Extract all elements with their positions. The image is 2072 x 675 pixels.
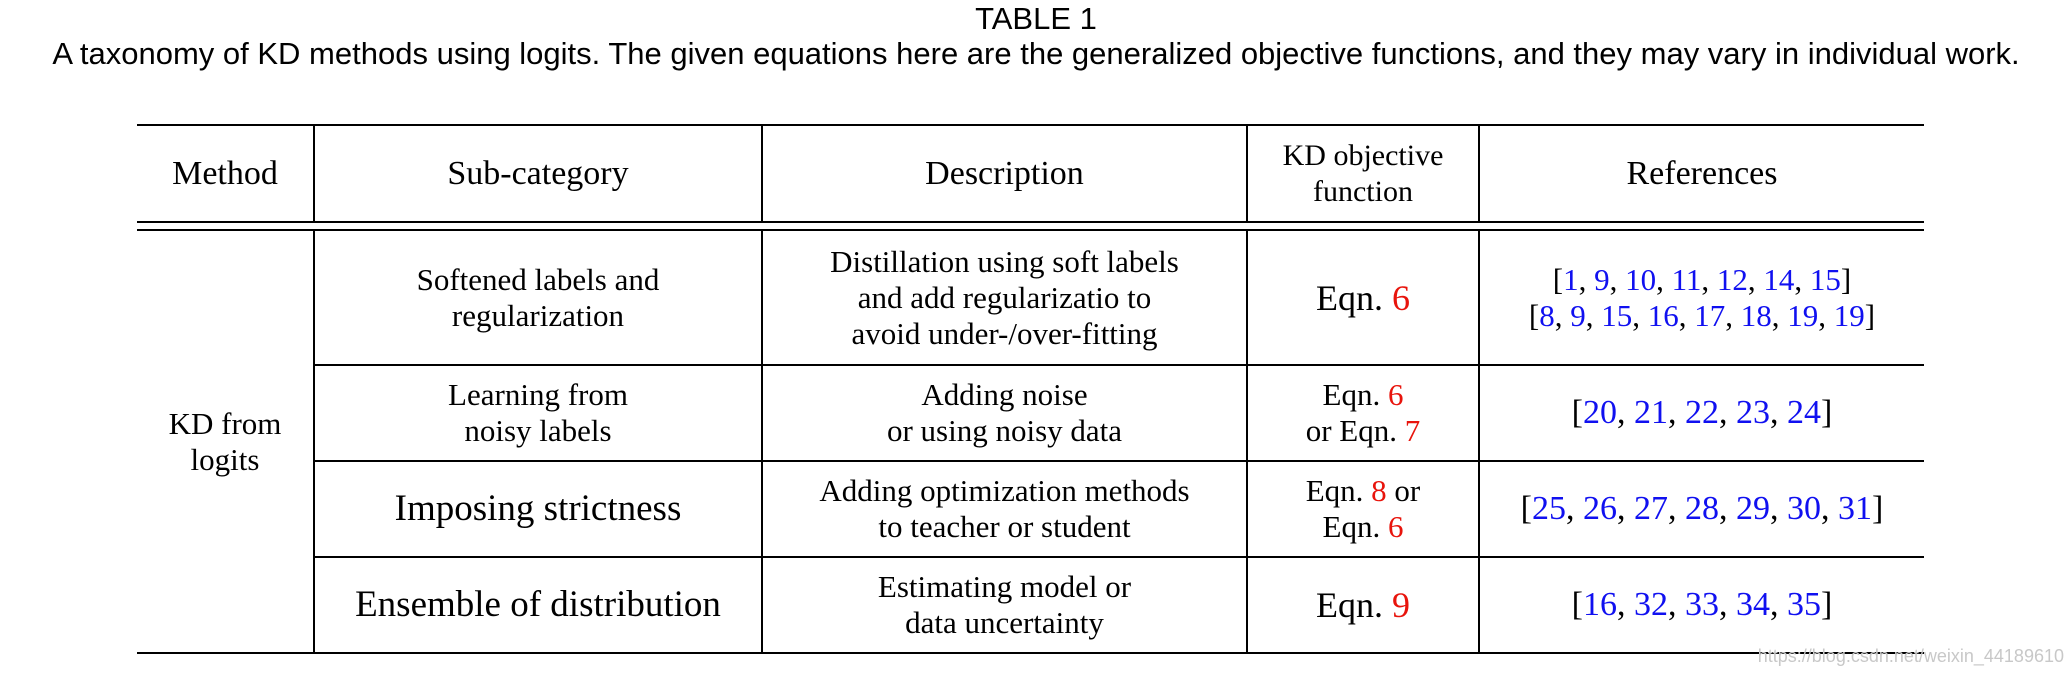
reference-list: [16, 32, 33, 34, 35] — [1571, 586, 1833, 623]
eqn-line — [1306, 509, 1421, 545]
row-2-references-content — [1572, 394, 1833, 432]
method-group-text: KD from logits — [168, 405, 282, 477]
reference-list: [8, 9, 15, 16, 17, 18, 19, 19] — [1528, 297, 1876, 333]
citation-link[interactable]: 11 — [1671, 261, 1702, 297]
citation-link[interactable]: 30 — [1787, 490, 1821, 527]
citation-link[interactable]: 21 — [1634, 394, 1668, 431]
row-3-objective-content — [1306, 473, 1421, 545]
eqn-text: Eqn. — [1305, 473, 1372, 508]
citation-link[interactable]: 19 — [1787, 297, 1819, 333]
eqn-text: Eqn. — [1322, 509, 1388, 544]
row-1-subcategory — [315, 231, 761, 364]
row-4-subcategory-text: Ensemble of distribution — [355, 584, 721, 625]
row-4-objective — [1248, 558, 1478, 652]
citation-link[interactable]: 24 — [1787, 394, 1821, 431]
eqn-text: or Eqn. — [1305, 413, 1405, 448]
row-4-description-text: Estimating model or data uncertainty — [877, 569, 1132, 640]
row-2-subcategory-text: Learning from noisy labels — [448, 377, 628, 448]
reference-list: [25, 26, 27, 28, 29, 30, 31] — [1520, 490, 1884, 527]
row-1-description-text: Distillation using soft labels and add regularizatio to avoid under-/over-fitting — [830, 243, 1179, 351]
eqn-number: 6 — [1392, 277, 1410, 318]
header-references-text: References — [1626, 154, 1778, 192]
row-4-references-content — [1572, 586, 1833, 624]
eqn-number: 7 — [1404, 413, 1421, 448]
eqn-text: Eqn. — [1316, 585, 1392, 625]
citation-link[interactable]: 18 — [1740, 297, 1772, 333]
citation-link[interactable]: 16 — [1647, 297, 1679, 333]
citation-link[interactable]: 19 — [1833, 297, 1865, 333]
row-4-objective-content — [1316, 585, 1410, 625]
row-2-references — [1480, 366, 1924, 460]
citation-link[interactable]: 26 — [1583, 490, 1617, 527]
header-description-text: Description — [925, 154, 1084, 192]
header-method-text: Method — [172, 154, 278, 192]
header-references — [1480, 126, 1924, 221]
citation-link[interactable]: 16 — [1583, 586, 1617, 623]
citation-link[interactable]: 27 — [1634, 490, 1668, 527]
row-3-subcategory — [315, 462, 761, 556]
eqn-text: Eqn. — [1316, 277, 1392, 318]
citation-link[interactable]: 23 — [1736, 394, 1770, 431]
header-method — [137, 126, 313, 221]
citation-link[interactable]: 29 — [1736, 490, 1770, 527]
row-4-references — [1480, 558, 1924, 652]
citation-link[interactable]: 17 — [1694, 297, 1726, 333]
eqn-line — [1306, 473, 1421, 509]
citation-link[interactable]: 20 — [1583, 394, 1617, 431]
citation-link[interactable]: 33 — [1685, 586, 1719, 623]
row-3-subcategory-text: Imposing strictness — [394, 488, 682, 529]
eqn-line — [1306, 377, 1421, 413]
bottom-rule — [137, 652, 1924, 654]
row-2-description-text: Adding noise or using noisy data — [886, 377, 1123, 448]
header-objective — [1248, 126, 1478, 221]
row-3-references — [1480, 462, 1924, 556]
row-1-references — [1480, 231, 1924, 364]
watermark: https://blog.csdn.net/weixin_44189610 — [1757, 646, 2064, 666]
citation-link[interactable]: 31 — [1838, 490, 1872, 527]
eqn-number: 6 — [1387, 377, 1404, 412]
reference-list: [1, 9, 10, 11, 12, 14, 15] — [1552, 261, 1852, 297]
row-2-objective — [1248, 366, 1478, 460]
header-objective-text: KD objective function — [1282, 138, 1444, 208]
row-3-objective — [1248, 462, 1478, 556]
citation-link[interactable]: 25 — [1532, 490, 1566, 527]
eqn-line — [1316, 585, 1410, 625]
row-2-subcategory — [315, 366, 761, 460]
reference-list: [20, 21, 22, 23, 24] — [1571, 394, 1833, 431]
citation-link[interactable]: 10 — [1625, 261, 1657, 297]
row-4-description — [763, 558, 1246, 652]
citation-link[interactable]: 9 — [1570, 297, 1586, 333]
citation-link[interactable]: 12 — [1716, 261, 1748, 297]
table-title: TABLE 1 — [975, 1, 1097, 36]
citation-link[interactable]: 1 — [1563, 261, 1579, 297]
header-rule-1 — [137, 221, 1924, 223]
eqn-number: 6 — [1387, 509, 1404, 544]
eqn-line — [1316, 278, 1410, 318]
citation-link[interactable]: 22 — [1685, 394, 1719, 431]
row-1-subcategory-text: Softened labels and regularization — [416, 261, 660, 333]
citation-link[interactable]: 28 — [1685, 490, 1719, 527]
row-3-description-text: Adding optimization methods to teacher or student — [819, 473, 1190, 544]
eqn-line — [1306, 413, 1421, 449]
citation-link[interactable]: 32 — [1634, 586, 1668, 623]
row-4-subcategory — [315, 558, 761, 652]
citation-link[interactable]: 14 — [1763, 261, 1795, 297]
citation-link[interactable]: 34 — [1736, 586, 1770, 623]
eqn-text: Eqn. — [1322, 377, 1388, 412]
method-group-cell — [137, 231, 313, 652]
row-2-description — [763, 366, 1246, 460]
citation-link[interactable]: 15 — [1809, 261, 1841, 297]
citation-link[interactable]: 15 — [1601, 297, 1633, 333]
row-3-references-content — [1521, 490, 1884, 528]
row-1-objective — [1248, 231, 1478, 364]
row-2-objective-content — [1306, 377, 1421, 449]
eqn-number: 8 — [1371, 473, 1387, 508]
row-3-description — [763, 462, 1246, 556]
eqn-number: 9 — [1392, 585, 1410, 625]
eqn-text: or — [1386, 473, 1421, 508]
header-subcategory — [315, 126, 761, 221]
row-1-objective-content — [1316, 278, 1410, 318]
header-description — [763, 126, 1246, 221]
row-1-references-content — [1529, 262, 1875, 334]
citation-link[interactable]: 9 — [1594, 261, 1610, 297]
citation-link[interactable]: 35 — [1787, 586, 1821, 623]
header-subcategory-text: Sub-category — [447, 154, 629, 192]
citation-link[interactable]: 8 — [1539, 297, 1555, 333]
table-caption: A taxonomy of KD methods using logits. The given equations here are the generalized objective functions, and they may vary in individual work. — [52, 36, 2020, 71]
row-1-description — [763, 231, 1246, 364]
